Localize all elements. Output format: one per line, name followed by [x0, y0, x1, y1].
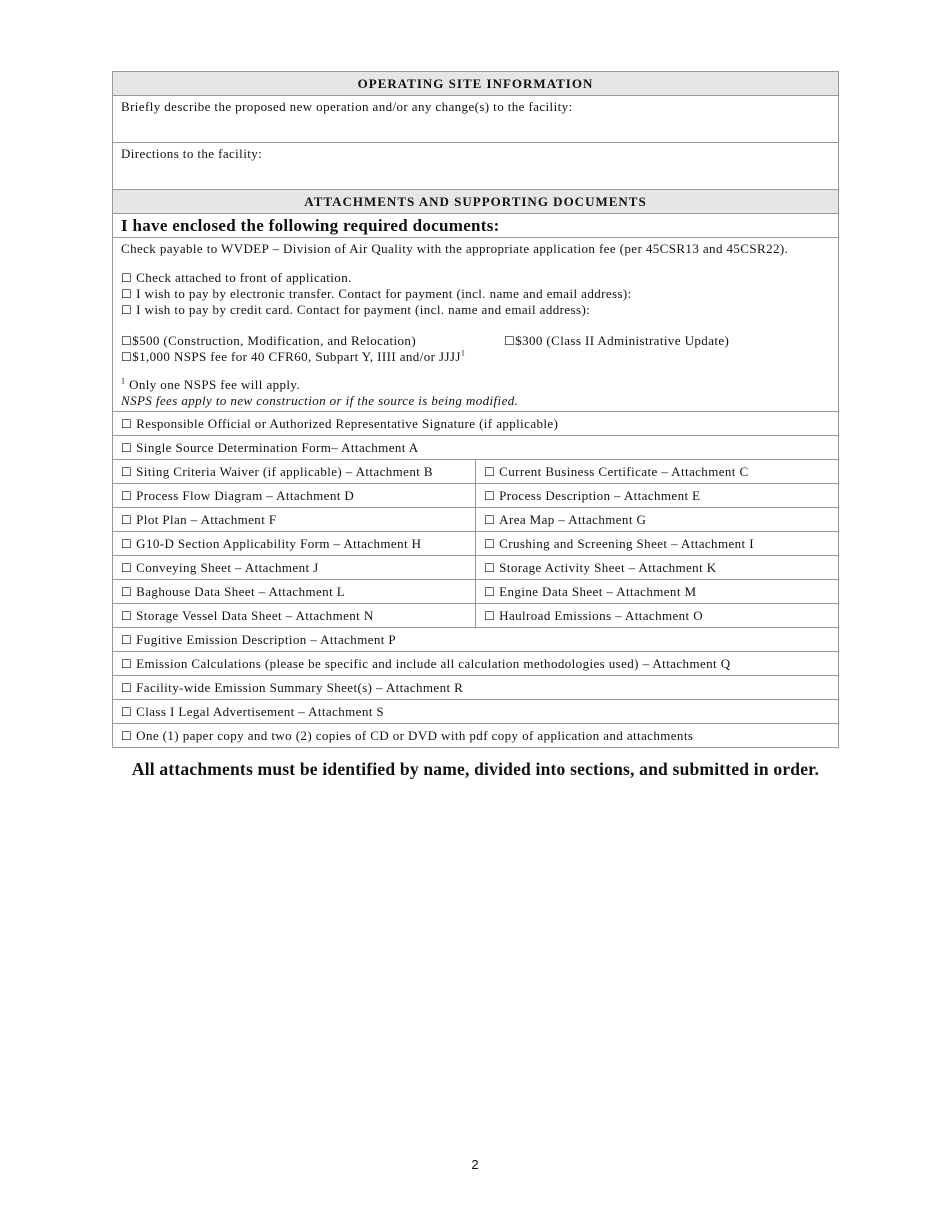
attachment-b-item[interactable]: ☐ Siting Criteria Waiver (if applicable) – Attachment B: [113, 460, 476, 483]
footnote-ref: 1: [460, 348, 466, 358]
payment-option-credit-card[interactable]: ☐ I wish to pay by credit card. Contact for payment (incl. name and email address):: [121, 302, 591, 317]
submission-instructions: All attachments must be identified by name, divided into sections, and submitted in order.: [131, 759, 820, 779]
enclosed-documents-title: I have enclosed the following required documents:: [113, 214, 838, 238]
attachment-m-item[interactable]: ☐ Engine Data Sheet – Attachment M: [484, 584, 697, 599]
checkbox[interactable]: ☐: [504, 334, 516, 348]
attachment-f-item[interactable]: ☐ Plot Plan – Attachment F: [113, 508, 476, 531]
checkbox[interactable]: ☐: [121, 271, 133, 285]
attachment-i-item[interactable]: ☐ Crushing and Screening Sheet – Attachment I: [484, 536, 754, 551]
checkbox[interactable]: ☐: [121, 681, 133, 695]
attachment-pair-row: [113, 556, 838, 580]
attachment-a-item[interactable]: ☐ Single Source Determination Form– Attachment A: [113, 436, 838, 460]
checkbox[interactable]: ☐: [484, 537, 496, 551]
checkbox[interactable]: ☐: [121, 729, 133, 743]
directions-label: Directions to the facility:: [121, 146, 263, 161]
checkbox[interactable]: ☐: [121, 561, 133, 575]
checkbox[interactable]: ☐: [121, 334, 133, 348]
payment-option-check[interactable]: ☐ Check attached to front of application.: [121, 270, 352, 285]
checkbox[interactable]: ☐: [121, 705, 133, 719]
attachment-pair-row: [113, 580, 838, 604]
attachment-n-item[interactable]: ☐ Storage Vessel Data Sheet – Attachment N: [113, 604, 476, 627]
checkbox[interactable]: ☐: [121, 303, 133, 317]
fee-section: [113, 238, 838, 412]
checkbox[interactable]: ☐: [484, 561, 496, 575]
attachment-pair-row: [113, 460, 838, 484]
attachment-r-item[interactable]: ☐ Facility-wide Emission Summary Sheet(s) – Attachment R: [113, 676, 838, 700]
checkbox[interactable]: ☐: [121, 489, 133, 503]
checkbox[interactable]: ☐: [121, 657, 133, 671]
checkbox[interactable]: ☐: [121, 633, 133, 647]
copies-item[interactable]: ☐ One (1) paper copy and two (2) copies of CD or DVD with pdf copy of application and attachments: [121, 728, 694, 743]
describe-operation-label: Briefly describe the proposed new operation and/or any change(s) to the facility:: [121, 99, 573, 114]
checkbox[interactable]: ☐: [121, 585, 133, 599]
attachment-h-item[interactable]: ☐ G10-D Section Applicability Form – Attachment H: [113, 532, 476, 555]
attachment-q-item[interactable]: ☐ Emission Calculations (please be specific and include all calculation methodologies used) – Attachment Q: [113, 652, 838, 676]
attachment-pair-row: [113, 508, 838, 532]
attachment-g-item[interactable]: ☐ Area Map – Attachment G: [484, 512, 647, 527]
operating-site-header: OPERATING SITE INFORMATION: [113, 72, 838, 96]
attachment-c-item[interactable]: ☐ Current Business Certificate – Attachment C: [484, 464, 749, 479]
attachment-o-item[interactable]: ☐ Haulroad Emissions – Attachment O: [484, 608, 704, 623]
signature-item[interactable]: ☐ Responsible Official or Authorized Representative Signature (if applicable): [113, 412, 838, 436]
attachment-e-item[interactable]: ☐ Process Description – Attachment E: [484, 488, 701, 503]
checkbox[interactable]: ☐: [121, 287, 133, 301]
attachment-j-item[interactable]: ☐ Conveying Sheet – Attachment J: [113, 556, 476, 579]
checkbox[interactable]: ☐: [121, 465, 133, 479]
checkbox[interactable]: ☐: [121, 513, 133, 527]
attachment-d-item[interactable]: ☐ Process Flow Diagram – Attachment D: [113, 484, 476, 507]
attachments-header: ATTACHMENTS AND SUPPORTING DOCUMENTS: [113, 190, 838, 214]
checkbox[interactable]: ☐: [484, 585, 496, 599]
directions-field[interactable]: [113, 143, 838, 190]
attachment-l-item[interactable]: ☐ Baghouse Data Sheet – Attachment L: [113, 580, 476, 603]
fee-500-option[interactable]: ☐$500 (Construction, Modification, and Relocation): [121, 333, 417, 348]
checkbox[interactable]: ☐: [121, 537, 133, 551]
footnote: $^1$ Only one NSPS fee will apply.: [121, 376, 301, 392]
checkbox[interactable]: ☐: [121, 417, 133, 431]
describe-operation-field[interactable]: [113, 96, 838, 143]
fee-300-option[interactable]: ☐$300 (Class II Administrative Update): [504, 333, 730, 348]
checkbox[interactable]: ☐: [121, 609, 133, 623]
checkbox[interactable]: ☐: [484, 465, 496, 479]
attachment-pair-row: [113, 484, 838, 508]
page-number: 2: [471, 1157, 479, 1172]
attachment-k-item[interactable]: ☐ Storage Activity Sheet – Attachment K: [484, 560, 717, 575]
checkbox[interactable]: ☐: [484, 489, 496, 503]
attachment-s-item[interactable]: ☐ Class I Legal Advertisement – Attachment S: [113, 700, 838, 724]
checkbox[interactable]: ☐: [121, 441, 133, 455]
checkbox[interactable]: ☐: [484, 513, 496, 527]
attachment-pair-row: [113, 532, 838, 556]
nsps-fee-note: NSPS fees apply to new construction or if the source is being modified.: [121, 393, 519, 408]
attachment-p-item[interactable]: ☐ Fugitive Emission Description – Attachment P: [113, 628, 838, 652]
fee-nsps-option[interactable]: ☐$1,000 NSPS fee for 40 CFR60, Subpart Y, IIII and/or JJJJ$^1$: [121, 348, 466, 364]
checkbox[interactable]: ☐: [121, 350, 133, 364]
attachment-pair-row: [113, 604, 838, 628]
application-form: [112, 71, 839, 748]
fee-intro: Check payable to WVDEP – Division of Air Quality with the appropriate application fee (per 45CSR13 and 45CSR22).: [121, 241, 789, 256]
payment-option-electronic[interactable]: ☐ I wish to pay by electronic transfer. Contact for payment (incl. name and email address):: [121, 286, 632, 301]
checkbox[interactable]: ☐: [484, 609, 496, 623]
